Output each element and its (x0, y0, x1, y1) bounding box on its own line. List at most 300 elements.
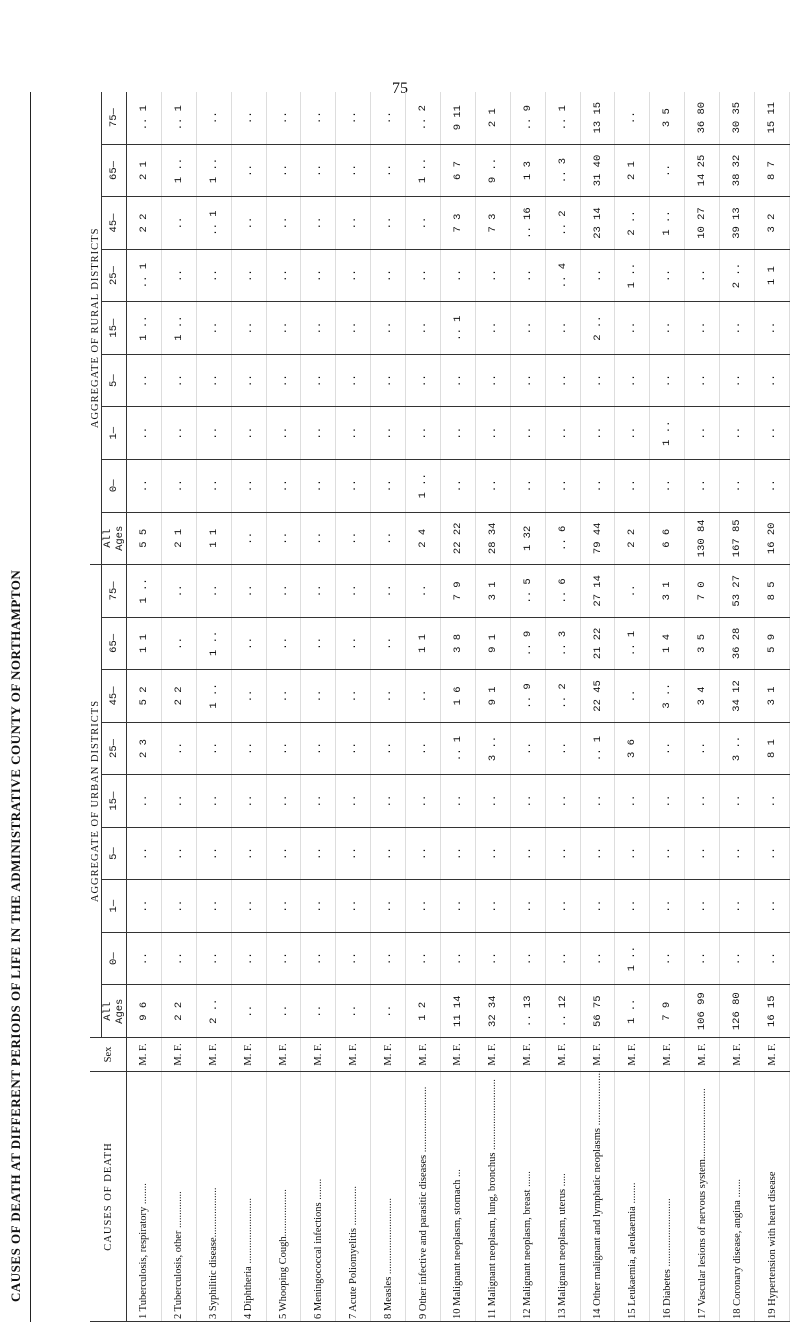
rural-value-cell: .. (196, 459, 231, 512)
rural-value-cell: 1 .. (196, 144, 231, 197)
rural-age-header: 15— (102, 302, 127, 355)
sex-label: M. F. (475, 1038, 510, 1072)
rural-value-cell: .. (127, 407, 162, 460)
rural-value-cell: .. (301, 407, 336, 460)
urban-value-cell: 5 2 (127, 670, 162, 723)
rural-value-cell: .. 1 (196, 197, 231, 250)
rural-value-cell: .. (196, 302, 231, 355)
rural-value-cell: .. (161, 249, 196, 302)
rural-value-cell: .. 2 (406, 92, 441, 145)
urban-value-cell: .. (580, 775, 615, 828)
rural-value-cell: .. (161, 459, 196, 512)
urban-value-cell: .. 6 (545, 565, 580, 618)
rural-value-cell: .. (301, 459, 336, 512)
urban-value-cell: 3 1 (475, 565, 510, 618)
urban-value-cell: 1 .. (615, 932, 650, 985)
urban-value-cell: .. (266, 775, 301, 828)
urban-value-cell: .. (371, 985, 406, 1038)
urban-value-cell: 3 .. (475, 722, 510, 775)
table-row (127, 92, 162, 1322)
rural-value-cell: .. (720, 302, 755, 355)
cause-label: 13 Malignant neoplasm, uterus ..... (545, 1072, 580, 1322)
rural-value-cell: .. (685, 249, 720, 302)
urban-age-header: 5— (102, 827, 127, 880)
cause-label: 4 Diphtheria ......................... (231, 1072, 266, 1322)
rural-value-cell: .. (755, 354, 790, 407)
rural-value-cell: .. (371, 512, 406, 565)
urban-value-cell: .. (266, 827, 301, 880)
rural-value-cell: 14 25 (685, 144, 720, 197)
rural-age-header: 75— (102, 92, 127, 145)
rural-value-cell: .. (510, 407, 545, 460)
urban-value-cell: .. (441, 880, 476, 933)
sex-label: M. F. (755, 1038, 790, 1072)
urban-value-cell: .. (615, 880, 650, 933)
urban-value-cell: .. 9 (510, 617, 545, 670)
table-row (685, 92, 720, 1322)
table-row (650, 92, 685, 1322)
rural-value-cell: .. (510, 459, 545, 512)
sex-label: M. F. (301, 1038, 336, 1072)
urban-value-cell: .. (231, 722, 266, 775)
rural-value-cell: .. (371, 407, 406, 460)
urban-value-cell: .. 1 (615, 617, 650, 670)
rural-age-header: 25— (102, 249, 127, 302)
urban-value-cell: .. 9 (510, 670, 545, 723)
rural-value-cell: .. (580, 459, 615, 512)
rural-value-cell: .. (127, 354, 162, 407)
rural-value-cell: .. (720, 354, 755, 407)
sex-label: M. F. (545, 1038, 580, 1072)
urban-value-cell: .. (266, 985, 301, 1038)
urban-value-cell: .. (545, 722, 580, 775)
urban-value-cell: 106 99 (685, 985, 720, 1038)
urban-age-header: All Ages (102, 985, 127, 1038)
rural-value-cell: 10 27 (685, 197, 720, 250)
urban-value-cell: .. (545, 775, 580, 828)
urban-value-cell: 9 6 (127, 985, 162, 1038)
rural-value-cell: .. (580, 249, 615, 302)
rural-value-cell: .. (475, 407, 510, 460)
sex-label: M. F. (615, 1038, 650, 1072)
urban-value-cell: .. (196, 880, 231, 933)
rural-value-cell: 6 7 (441, 144, 476, 197)
rural-value-cell: .. (371, 302, 406, 355)
urban-value-cell: .. (266, 880, 301, 933)
table-row (580, 92, 615, 1322)
rural-value-cell: .. (301, 354, 336, 407)
rural-value-cell: .. (301, 249, 336, 302)
rural-value-cell: .. 16 (510, 197, 545, 250)
rural-value-cell: .. (685, 354, 720, 407)
rural-value-cell: 38 32 (720, 144, 755, 197)
rural-value-cell: .. (336, 407, 371, 460)
rural-value-cell: 8 7 (755, 144, 790, 197)
rural-value-cell: .. (406, 354, 441, 407)
urban-value-cell: .. (615, 565, 650, 618)
cause-label: 11 Malignant neoplasm, lung, bronchus ........................... (475, 1072, 510, 1322)
rural-value-cell: 16 20 (755, 512, 790, 565)
rural-value-cell: .. (266, 459, 301, 512)
rural-value-cell: .. (371, 197, 406, 250)
urban-value-cell: .. (755, 932, 790, 985)
cause-label: 3 Syphilitic disease................... (196, 1072, 231, 1322)
sex-label: M. F. (371, 1038, 406, 1072)
rural-value-cell: .. (441, 459, 476, 512)
urban-value-cell: .. (231, 775, 266, 828)
rural-value-cell: 5 5 (127, 512, 162, 565)
urban-value-cell: .. (301, 722, 336, 775)
rural-value-cell: .. (406, 407, 441, 460)
urban-value-cell: .. (231, 617, 266, 670)
urban-value-cell: .. (371, 617, 406, 670)
urban-value-cell: .. (545, 827, 580, 880)
sex-label: M. F. (406, 1038, 441, 1072)
rural-value-cell: .. 3 (545, 144, 580, 197)
rural-value-cell: .. (475, 249, 510, 302)
page-number: 75 (392, 80, 408, 97)
urban-value-cell: .. (510, 932, 545, 985)
urban-value-cell: .. (371, 670, 406, 723)
rural-age-header: 45— (102, 197, 127, 250)
urban-value-cell: .. (336, 880, 371, 933)
rural-age-header: All Ages (102, 512, 127, 565)
rural-value-cell: 167 85 (720, 512, 755, 565)
urban-value-cell: 1 2 (406, 985, 441, 1038)
urban-value-cell: .. 13 (510, 985, 545, 1038)
rural-value-cell: .. (650, 144, 685, 197)
urban-value-cell: .. (161, 880, 196, 933)
urban-value-cell: .. (196, 827, 231, 880)
rural-value-cell: .. (231, 512, 266, 565)
rural-value-cell: 7 3 (475, 197, 510, 250)
rural-value-cell: 31 40 (580, 144, 615, 197)
urban-value-cell: .. (336, 565, 371, 618)
rural-value-cell: .. 4 (545, 249, 580, 302)
urban-value-cell: 3 5 (685, 617, 720, 670)
sex-label: M. F. (510, 1038, 545, 1072)
rural-value-cell: .. (545, 302, 580, 355)
sex-label: M. F. (580, 1038, 615, 1072)
rural-value-cell: 36 80 (685, 92, 720, 145)
cause-label: 18 Coronary disease, angina ....... (720, 1072, 755, 1322)
rural-value-cell: .. (685, 407, 720, 460)
rural-value-cell: .. (510, 302, 545, 355)
sex-label: M. F. (161, 1038, 196, 1072)
rural-value-cell: .. (615, 302, 650, 355)
rural-value-cell: .. (266, 512, 301, 565)
urban-value-cell: .. (615, 775, 650, 828)
urban-value-cell: .. (510, 827, 545, 880)
table-row (371, 92, 406, 1322)
urban-value-cell: .. (371, 827, 406, 880)
urban-value-cell: .. (650, 932, 685, 985)
urban-value-cell: .. (720, 880, 755, 933)
rural-value-cell: .. (231, 407, 266, 460)
rural-value-cell: .. (406, 249, 441, 302)
urban-value-cell: .. (231, 932, 266, 985)
urban-value-cell: .. (301, 827, 336, 880)
urban-value-cell: 56 75 (580, 985, 615, 1038)
table-row (475, 92, 510, 1322)
urban-value-cell: 1 .. (196, 670, 231, 723)
urban-value-cell: .. (266, 932, 301, 985)
urban-value-cell: .. (127, 775, 162, 828)
cause-label: 7 Acute Poliomyelitis ............... (336, 1072, 371, 1322)
urban-value-cell: .. (615, 670, 650, 723)
rural-age-header: 1— (102, 407, 127, 460)
urban-value-cell: .. 1 (580, 722, 615, 775)
rural-value-cell: .. (336, 92, 371, 145)
urban-value-cell: 1 .. (196, 617, 231, 670)
rural-value-cell: .. (266, 407, 301, 460)
urban-value-cell: 2 2 (161, 985, 196, 1038)
urban-value-cell: .. (720, 827, 755, 880)
urban-value-cell: 2 2 (161, 670, 196, 723)
urban-value-cell: .. (336, 670, 371, 723)
urban-value-cell: 34 12 (720, 670, 755, 723)
urban-value-cell: 7 0 (685, 565, 720, 618)
rural-value-cell: .. (475, 354, 510, 407)
urban-value-cell: 11 14 (441, 985, 476, 1038)
rotated-table-page (0, 92, 800, 1322)
sex-label: M. F. (650, 1038, 685, 1072)
rural-value-cell: .. (336, 197, 371, 250)
rural-value-cell: .. (441, 354, 476, 407)
urban-value-cell: .. (720, 932, 755, 985)
rural-age-header: 0— (102, 459, 127, 512)
rural-value-cell: .. (336, 459, 371, 512)
rural-value-cell: 7 3 (441, 197, 476, 250)
cause-label: 10 Malignant neoplasm, stomach ... (441, 1072, 476, 1322)
rural-value-cell: 2 2 (615, 512, 650, 565)
rural-value-cell: 2 1 (615, 144, 650, 197)
rural-value-cell: .. (266, 197, 301, 250)
urban-value-cell: .. (685, 827, 720, 880)
urban-value-cell: 1 .. (127, 565, 162, 618)
rural-value-cell: .. (371, 92, 406, 145)
rural-value-cell: .. (371, 144, 406, 197)
urban-value-cell: .. (266, 722, 301, 775)
urban-value-cell: 1 1 (127, 617, 162, 670)
cause-label: 19 Hypertension with heart disease (755, 1072, 790, 1322)
urban-value-cell: .. (371, 775, 406, 828)
table-row (406, 92, 441, 1322)
urban-value-cell: .. (545, 932, 580, 985)
rural-value-cell: .. (371, 354, 406, 407)
urban-value-cell: .. (231, 880, 266, 933)
urban-value-cell: .. (127, 932, 162, 985)
rural-value-cell: .. (266, 249, 301, 302)
urban-value-cell: 1 1 (406, 617, 441, 670)
rural-value-cell: 130 84 (685, 512, 720, 565)
rural-value-cell: .. 1 (545, 92, 580, 145)
rural-value-cell: .. (301, 302, 336, 355)
urban-value-cell: 1 6 (441, 670, 476, 723)
rural-value-cell: .. 6 (545, 512, 580, 565)
urban-value-cell: .. (371, 722, 406, 775)
rural-value-cell: .. (510, 354, 545, 407)
rural-value-cell: .. 1 (127, 249, 162, 302)
urban-value-cell: .. (441, 827, 476, 880)
urban-value-cell: .. (406, 722, 441, 775)
urban-value-cell: 3 .. (720, 722, 755, 775)
urban-value-cell: .. (685, 880, 720, 933)
urban-value-cell: .. (510, 722, 545, 775)
urban-value-cell: .. (161, 565, 196, 618)
rural-value-cell: 9 11 (441, 92, 476, 145)
urban-value-cell: .. (755, 775, 790, 828)
rural-value-cell: .. (301, 512, 336, 565)
rural-value-cell: .. (615, 354, 650, 407)
sex-label: M. F. (266, 1038, 301, 1072)
urban-value-cell: 3 .. (650, 670, 685, 723)
rural-value-cell: 39 13 (720, 197, 755, 250)
rural-value-cell: 15 11 (755, 92, 790, 145)
rural-value-cell: .. (161, 407, 196, 460)
urban-value-cell: 36 28 (720, 617, 755, 670)
rural-value-cell: .. (475, 302, 510, 355)
rural-value-cell: .. (685, 302, 720, 355)
urban-value-cell: .. (406, 827, 441, 880)
urban-value-cell: .. (406, 932, 441, 985)
rural-value-cell: .. 9 (510, 92, 545, 145)
rural-value-cell: .. (336, 144, 371, 197)
rural-value-cell: .. (161, 197, 196, 250)
rural-value-cell: .. (231, 197, 266, 250)
urban-value-cell: .. (615, 827, 650, 880)
cause-label: 12 Malignant neoplasm, breast ...... (510, 1072, 545, 1322)
urban-value-cell: .. 2 (545, 670, 580, 723)
urban-value-cell: .. (406, 565, 441, 618)
rural-value-cell: .. 1 (161, 92, 196, 145)
urban-value-cell: 1 .. (615, 985, 650, 1038)
urban-value-cell: .. (475, 775, 510, 828)
urban-value-cell: 7 9 (441, 565, 476, 618)
sex-label: M. F. (720, 1038, 755, 1072)
cause-label: 14 Other malignant and lymphatic neoplasms ..................... (580, 1072, 615, 1322)
rural-value-cell: .. (231, 302, 266, 355)
urban-age-header: 75— (102, 565, 127, 618)
urban-value-cell: .. (580, 880, 615, 933)
urban-value-cell: 7 9 (650, 985, 685, 1038)
urban-value-cell: .. (196, 722, 231, 775)
urban-value-cell: .. (231, 565, 266, 618)
urban-value-cell: 9 1 (475, 670, 510, 723)
urban-value-cell: .. (301, 880, 336, 933)
urban-value-cell: 27 14 (580, 565, 615, 618)
cause-label: 15 Leukaemia, aleukaemia ........ (615, 1072, 650, 1322)
urban-value-cell: .. (406, 670, 441, 723)
rural-value-cell: 2 1 (475, 92, 510, 145)
rural-value-cell: .. (336, 354, 371, 407)
urban-value-cell: .. (196, 932, 231, 985)
rural-value-cell: 22 22 (441, 512, 476, 565)
urban-value-cell: 3 8 (441, 617, 476, 670)
rural-value-cell: .. (545, 407, 580, 460)
urban-value-cell: .. (406, 880, 441, 933)
urban-value-cell: .. 5 (510, 565, 545, 618)
urban-value-cell: .. (650, 880, 685, 933)
rural-value-cell: 1 3 (510, 144, 545, 197)
rural-value-cell: 2 4 (406, 512, 441, 565)
urban-value-cell: .. (371, 880, 406, 933)
urban-value-cell: 53 27 (720, 565, 755, 618)
rural-value-cell: .. (615, 459, 650, 512)
table-row (196, 92, 231, 1322)
rural-value-cell: 1 .. (650, 197, 685, 250)
urban-age-header: 25— (102, 722, 127, 775)
sex-label: M. F. (441, 1038, 476, 1072)
rural-value-cell: 2 1 (127, 144, 162, 197)
rural-value-cell: .. (441, 249, 476, 302)
urban-value-cell: .. (161, 722, 196, 775)
rural-value-cell: 2 .. (580, 302, 615, 355)
urban-value-cell: .. (510, 775, 545, 828)
sex-label: M. F. (685, 1038, 720, 1072)
rural-value-cell: .. (301, 92, 336, 145)
urban-value-cell: 16 15 (755, 985, 790, 1038)
urban-value-cell: .. (475, 827, 510, 880)
urban-value-cell: .. (441, 775, 476, 828)
table-row (231, 92, 266, 1322)
urban-value-cell: 126 80 (720, 985, 755, 1038)
table-row (301, 92, 336, 1322)
rural-value-cell: 30 35 (720, 92, 755, 145)
rural-value-cell: .. (685, 459, 720, 512)
urban-value-cell: .. (127, 827, 162, 880)
rural-value-cell: .. (406, 302, 441, 355)
urban-value-cell: 8 5 (755, 565, 790, 618)
urban-value-cell: 2 .. (196, 985, 231, 1038)
urban-value-cell: .. (161, 932, 196, 985)
rural-value-cell: .. (441, 407, 476, 460)
urban-value-cell: .. (580, 932, 615, 985)
rural-value-cell: .. (406, 197, 441, 250)
rural-age-header: 65— (102, 144, 127, 197)
urban-value-cell: .. (266, 565, 301, 618)
urban-value-cell: .. (580, 827, 615, 880)
urban-value-cell: .. (371, 565, 406, 618)
urban-value-cell: .. (196, 565, 231, 618)
urban-value-cell: 2 3 (127, 722, 162, 775)
rural-value-cell: .. (336, 302, 371, 355)
rural-value-cell: .. (371, 459, 406, 512)
rural-value-cell: .. (127, 459, 162, 512)
cause-label: 1 Tuberculosis, respiratory ........ (127, 1072, 162, 1322)
rural-value-cell: 1 .. (615, 249, 650, 302)
urban-value-cell: .. (336, 722, 371, 775)
rural-value-cell: .. (336, 249, 371, 302)
rural-value-cell: 1 .. (650, 407, 685, 460)
rural-value-cell: .. (196, 354, 231, 407)
rural-value-cell: 9 .. (475, 144, 510, 197)
rural-value-cell: .. (196, 249, 231, 302)
urban-value-cell: .. (720, 775, 755, 828)
urban-value-cell: .. (685, 775, 720, 828)
rural-value-cell: 1 .. (406, 144, 441, 197)
urban-value-cell: .. (650, 722, 685, 775)
sex-label: M. F. (336, 1038, 371, 1072)
urban-value-cell: .. (301, 617, 336, 670)
urban-group-header: AGGREGATE OF URBAN DISTRICTS (90, 565, 102, 1038)
urban-age-header: 1— (102, 880, 127, 933)
rural-value-cell: .. (301, 144, 336, 197)
rural-value-cell: 6 6 (650, 512, 685, 565)
urban-value-cell: .. (336, 775, 371, 828)
rural-value-cell: .. (545, 354, 580, 407)
cause-label: 5 Whooping Cough.................. (266, 1072, 301, 1322)
